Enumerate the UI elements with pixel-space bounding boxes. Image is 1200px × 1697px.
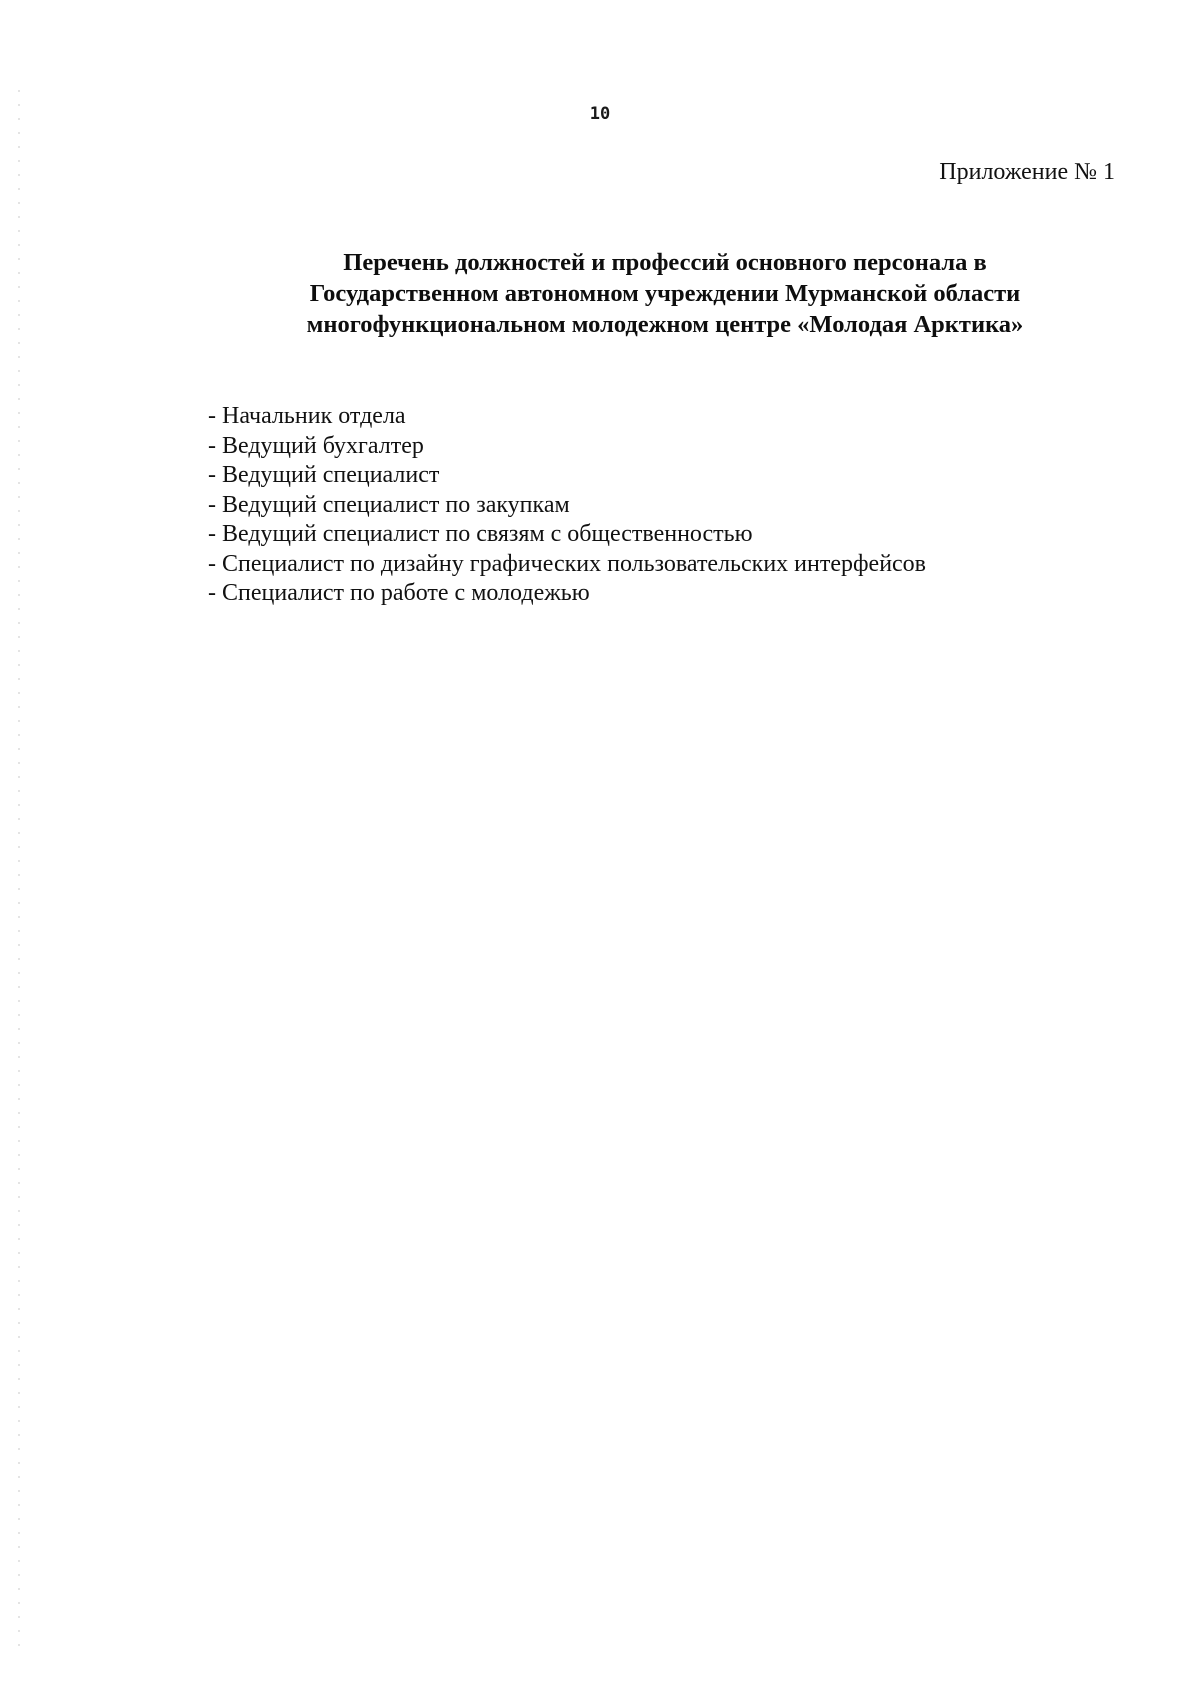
scan-edge-artifact [18, 90, 20, 1650]
list-item [208, 432, 926, 462]
list-item [208, 402, 926, 432]
title-line-2: Государственном автономном учреждении Мурманской области [309, 280, 1021, 307]
position-label: Ведущий специалист [222, 462, 440, 488]
list-marker: - [208, 580, 216, 606]
list-marker: - [208, 432, 216, 459]
position-label: Ведущий специалист по связям с общественностью [222, 521, 753, 547]
list-marker: - [208, 403, 216, 429]
list-item [208, 461, 926, 491]
list-marker: - [208, 550, 216, 577]
list-item [208, 491, 926, 521]
list-marker: - [208, 491, 216, 518]
list-item [208, 520, 926, 550]
appendix-label: Приложение № 1 [939, 159, 1115, 185]
document-title [265, 247, 1065, 340]
positions-list [208, 402, 926, 609]
position-label: Ведущий специалист по закупкам [222, 491, 570, 518]
position-label: Специалист по дизайну графических пользовательских интерфейсов [222, 550, 927, 577]
position-label: Ведущий бухгалтер [222, 432, 424, 459]
list-item [208, 579, 926, 609]
page-number: 10 [589, 104, 611, 124]
list-marker: - [208, 462, 216, 488]
position-label: Начальник отдела [222, 403, 406, 429]
list-item [208, 550, 926, 580]
title-line-3: многофункциональном молодежном центре «Молодая Арктика» [306, 311, 1024, 338]
title-line-1: Перечень должностей и профессий основного персонала в [343, 249, 987, 276]
list-marker: - [208, 521, 216, 547]
position-label: Специалист по работе с молодежью [222, 580, 590, 606]
